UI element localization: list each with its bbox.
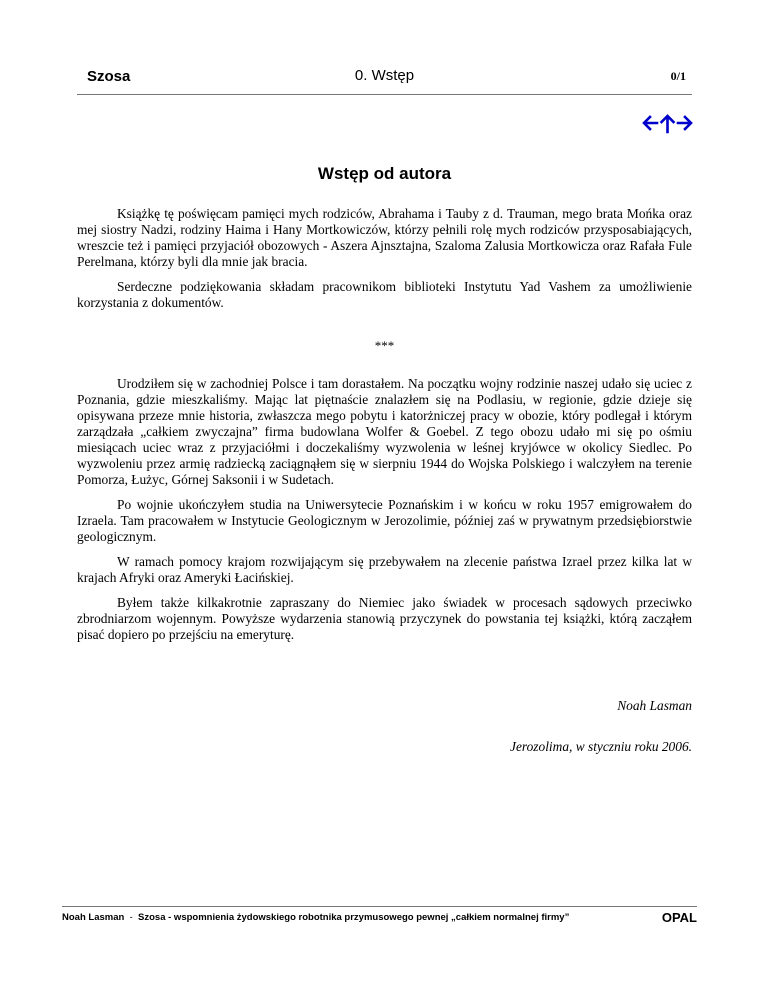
- footer-book-title: Szosa - wspomnienia żydowskiego robotnika przymusowego pewnej „całkiem normalnej firmy”: [138, 912, 570, 923]
- footer-text: [62, 912, 569, 923]
- biography-paragraph: W ramach pomocy krajom rozwijającym się przebywałem na zlecenie państwa Izrael przez kilka lat w krajach Afryki oraz Ameryki Łacińskiej.: [77, 554, 692, 585]
- navigation-arrows: [642, 112, 693, 134]
- arrow-left-icon[interactable]: [642, 112, 659, 134]
- section-separator: ***: [374, 338, 395, 353]
- biography-section: [77, 376, 692, 652]
- header-book-title: Szosa: [87, 68, 131, 85]
- biography-paragraph: Byłem także kilkakrotnie zapraszany do Niemiec jako świadek w procesach sądowych przeciwko zbrodniarzom wojennym. Powyższe wydarzenia stanowią przyczynek do powstania tej książki, którą zacząłem pisać dopiero po przejściu na emeryturę.: [77, 595, 692, 642]
- arrow-up-icon[interactable]: [659, 112, 676, 134]
- biography-paragraph: Urodziłem się w zachodniej Polsce i tam dorastałem. Na początku wojny rodzinie naszej udało się uciec z Poznania, gdzie mieszkaliśmy. Mając lat piętnaście znalazłem się na Podlasiu, w regionie, gdzie dzieje się opisywana przeze mnie historia, zwłaszcza mego pobytu i katorżniczej pracy w obozie, który podlegał i którym zarządzała „całkiem zwyczajna” firma budowlana Wolfer & Goebel. Z tego obozu udało mi się po ośmiu miesiącach uciec wraz z przyjaciółmi i doczekaliśmy wyzwolenia w leśnej kryjówce w okolicy Siedlec. Po wyzwoleniu przez armię radziecką zaciągnąłem się w sierpniu 1944 do Wojska Polskiego i walczyłem na terenie Pomorza, Łużyc, Górnej Saksonii i w Sudetach.: [77, 376, 692, 487]
- biography-paragraph: Po wojnie ukończyłem studia na Uniwersytecie Poznańskim i w końcu w roku 1957 emigrowałem do Izraela. Tam pracowałem w Instytucie Geologicznym w Jerozolimie, później zaś w prywatnym przedsiębiorstwie geologicznym.: [77, 497, 692, 544]
- page-footer: [62, 906, 697, 929]
- footer-author: Noah Lasman: [62, 912, 125, 923]
- header-page-number: 0/1: [670, 69, 686, 83]
- page-header: [77, 62, 692, 95]
- place-and-date: Jerozolima, w styczniu roku 2006.: [510, 739, 692, 754]
- arrow-right-icon[interactable]: [676, 112, 693, 134]
- footer-publisher: OPAL: [661, 910, 697, 925]
- footer-separator: -: [124, 912, 139, 923]
- intro-section: [77, 206, 692, 320]
- page-title: Wstęp od autora: [317, 164, 452, 183]
- author-signature: Noah Lasman: [617, 698, 692, 713]
- acknowledgement-paragraph: Serdeczne podziękowania składam pracownikom biblioteki Instytutu Yad Vashem za umożliwienie korzystania z dokumentów.: [77, 279, 692, 310]
- dedication-paragraph: Książkę tę poświęcam pamięci mych rodziców, Abrahama i Tauby z d. Trauman, mego brata Mońka oraz mej siostry Nadzi, rodziny Haima i Hany Mortkowiczów, którzy pełnili rolę mych rodziców przysposabiających, wreszcie też i pamięci przyjaciół obozowych - Aszera Ajnsztajna, Szaloma Zalusia Mortkowicza oraz Rafała Fule Perelmana, którzy byli dla mnie jak bracia.: [77, 206, 692, 269]
- header-chapter-title: 0. Wstęp: [354, 67, 415, 84]
